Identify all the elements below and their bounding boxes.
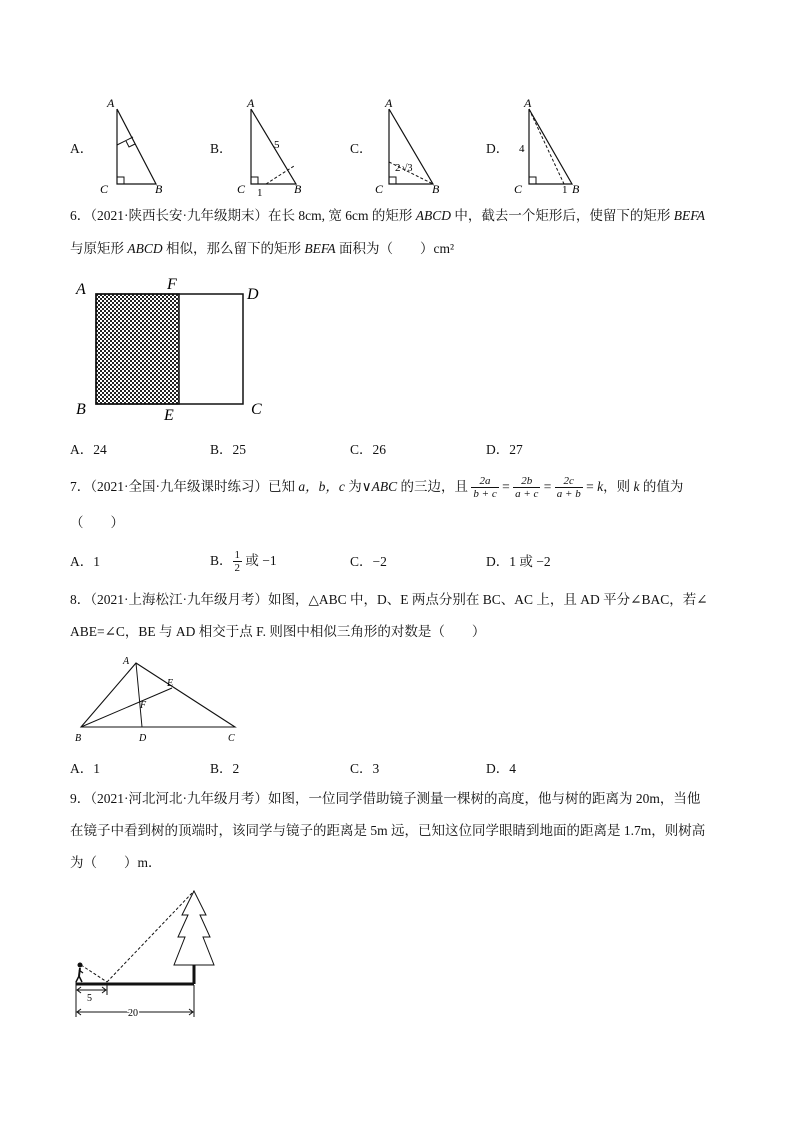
q8-question-line1: 8．（2021·上海松江·九年级月考）如图，△ABC 中，D、E 两点分别在 BC、AC 上，且 AD 平分∠BAC，若∠ bbox=[70, 592, 708, 607]
q5-figure-b bbox=[230, 92, 320, 197]
label-b: B bbox=[75, 733, 82, 744]
q9-question-line3: 为（ ）m． bbox=[70, 855, 162, 870]
label-b: B bbox=[432, 182, 440, 196]
label-e: E bbox=[164, 407, 174, 424]
shaded-rectangle-befa bbox=[96, 294, 179, 404]
q5-option-d-letter[interactable]: D． bbox=[486, 141, 510, 156]
q8-question-line2: ABE=∠C，BE 与 AD 相交于点 F. 则图中相似三角形的对数是（ ） bbox=[70, 624, 486, 639]
q7-fraction-2 bbox=[513, 475, 540, 500]
label-five: 5 bbox=[274, 139, 280, 151]
q6-abcd: ABCD bbox=[415, 208, 451, 223]
right-angle-mark bbox=[117, 177, 124, 184]
q6-option-c[interactable]: C．26 bbox=[350, 442, 387, 457]
q6-option-b[interactable]: B．25 bbox=[210, 442, 247, 457]
label-d: D bbox=[247, 286, 259, 303]
label-b: B bbox=[572, 182, 580, 196]
q7-answer-blank: （ ） bbox=[70, 515, 124, 530]
segment-ad bbox=[136, 663, 142, 727]
denominator: 2 bbox=[234, 562, 241, 575]
triangle-abc bbox=[529, 109, 572, 184]
q6-text: 面积为（ ）cm² bbox=[335, 241, 455, 256]
label-a: A bbox=[524, 96, 532, 110]
q6-question-line2 bbox=[70, 240, 454, 258]
label-c: C bbox=[228, 733, 235, 744]
q6-option-a[interactable]: A．24 bbox=[70, 442, 107, 457]
label-one: 1 bbox=[257, 187, 263, 197]
one-half-fraction bbox=[233, 549, 243, 574]
q6-question-line1 bbox=[70, 207, 705, 225]
equals-sign: = bbox=[586, 479, 594, 494]
label-d: D bbox=[139, 733, 147, 744]
label-c: C bbox=[237, 182, 246, 196]
equals-sign: = bbox=[502, 479, 510, 494]
q6-text: 中，截去一个矩形后，使留下的矩形 bbox=[450, 208, 674, 223]
label-four: 4 bbox=[519, 143, 525, 155]
q6-option-d[interactable]: D．27 bbox=[486, 442, 523, 457]
equals-sign: = bbox=[543, 479, 552, 494]
q7-text: ，则 bbox=[603, 479, 634, 494]
right-angle-mark bbox=[251, 177, 258, 184]
label-a: A bbox=[123, 656, 130, 667]
q7-option-d[interactable]: D．1 或 −2 bbox=[486, 554, 551, 569]
numerator: 2c bbox=[555, 475, 583, 488]
label-one: 1 bbox=[562, 184, 568, 196]
label-a: A bbox=[247, 96, 255, 110]
q6-abcd: ABCD bbox=[127, 241, 163, 256]
denominator: b + c bbox=[473, 488, 497, 501]
q6-befa: BEFA bbox=[304, 241, 336, 256]
q7-option-c[interactable]: C．−2 bbox=[350, 554, 387, 569]
q5-option-b-letter[interactable]: B． bbox=[210, 141, 233, 156]
label-root-three: √3 bbox=[402, 163, 413, 174]
label-f: F bbox=[140, 700, 147, 711]
q7-question-line1 bbox=[70, 471, 683, 503]
reflection-ray bbox=[81, 965, 107, 982]
q5-figure-a bbox=[90, 92, 170, 197]
q8-option-b[interactable]: B．2 bbox=[210, 761, 240, 776]
q5-option-c-letter[interactable]: C． bbox=[350, 141, 373, 156]
label-a: A bbox=[107, 96, 115, 110]
denominator: a + c bbox=[515, 488, 539, 501]
label-five: 5 bbox=[87, 993, 92, 1004]
numerator: 2b bbox=[513, 475, 540, 488]
label-f: F bbox=[167, 276, 177, 293]
label-twenty: 20 bbox=[128, 1008, 138, 1019]
triangle-abc bbox=[117, 109, 156, 184]
label-b: B bbox=[294, 182, 302, 196]
q8-option-a[interactable]: A．1 bbox=[70, 761, 100, 776]
q7-fraction-3 bbox=[555, 475, 583, 500]
label-c: C bbox=[100, 182, 109, 196]
q6-befa: BEFA bbox=[673, 208, 705, 223]
q5-figure-c bbox=[370, 92, 460, 197]
q7-text: 的值为 bbox=[639, 479, 684, 494]
q9-question-line1: 9．（2021·河北河北·九年级月考）如图，一位同学借助镜子测量一棵树的高度，他与树的距离为 20m，当他 bbox=[70, 791, 701, 806]
q6-figure-rectangle bbox=[70, 272, 280, 427]
q6-text: 与原矩形 bbox=[70, 241, 128, 256]
label-b: B bbox=[155, 182, 163, 196]
q8-figure-triangle bbox=[70, 652, 250, 747]
label-c: C bbox=[251, 401, 262, 418]
label-e: E bbox=[167, 678, 174, 689]
altitude-segment bbox=[117, 137, 133, 145]
dashed-segment bbox=[529, 109, 564, 184]
dashed-segment bbox=[266, 166, 294, 184]
q9-figure-mirror bbox=[70, 885, 230, 1025]
option-letter: B． bbox=[210, 553, 233, 568]
q7-vars: a，b，c bbox=[298, 479, 345, 494]
label-two: 2 bbox=[395, 162, 401, 174]
q7-option-b[interactable] bbox=[210, 546, 277, 576]
label-b: B bbox=[76, 401, 86, 418]
segment-be bbox=[81, 688, 172, 727]
right-angle-mark bbox=[389, 177, 396, 184]
denominator: a + b bbox=[556, 488, 581, 501]
label-c: C bbox=[514, 182, 523, 196]
right-angle-mark bbox=[529, 177, 536, 184]
q7-text: 的三边，且 bbox=[397, 479, 469, 494]
q7-text: 7．（2021·全国·九年级课时练习）已知 bbox=[70, 479, 299, 494]
q7-k: k bbox=[597, 479, 604, 494]
q7-option-a[interactable]: A．1 bbox=[70, 554, 100, 569]
q8-option-c[interactable]: C．3 bbox=[350, 761, 380, 776]
q9-question-line2: 在镜子中看到树的顶端时，该同学与镜子的距离是 5m 远，已知这位同学眼睛到地面的距离是 1.7m，则树高 bbox=[70, 823, 706, 838]
label-a: A bbox=[76, 281, 86, 298]
numerator: 1 bbox=[234, 549, 241, 562]
q7-triangle: ABC bbox=[371, 479, 398, 494]
q6-text: 6．（2021·陕西长安·九年级期末）在长 8cm, 宽 6cm 的矩形 bbox=[70, 208, 416, 223]
q7-k: k bbox=[633, 479, 640, 494]
q5-figure-d bbox=[506, 92, 596, 197]
q7-text: 为∨ bbox=[344, 479, 372, 494]
q7-fraction-1 bbox=[471, 475, 498, 500]
numerator: 2a bbox=[471, 475, 498, 488]
q6-text: 相似，那么留下的矩形 bbox=[162, 241, 305, 256]
option-text: 或 −1 bbox=[242, 553, 277, 568]
label-a: A bbox=[385, 96, 393, 110]
q8-option-d[interactable]: D．4 bbox=[486, 761, 516, 776]
label-c: C bbox=[375, 182, 384, 196]
q5-option-a-letter[interactable]: A． bbox=[70, 141, 94, 156]
